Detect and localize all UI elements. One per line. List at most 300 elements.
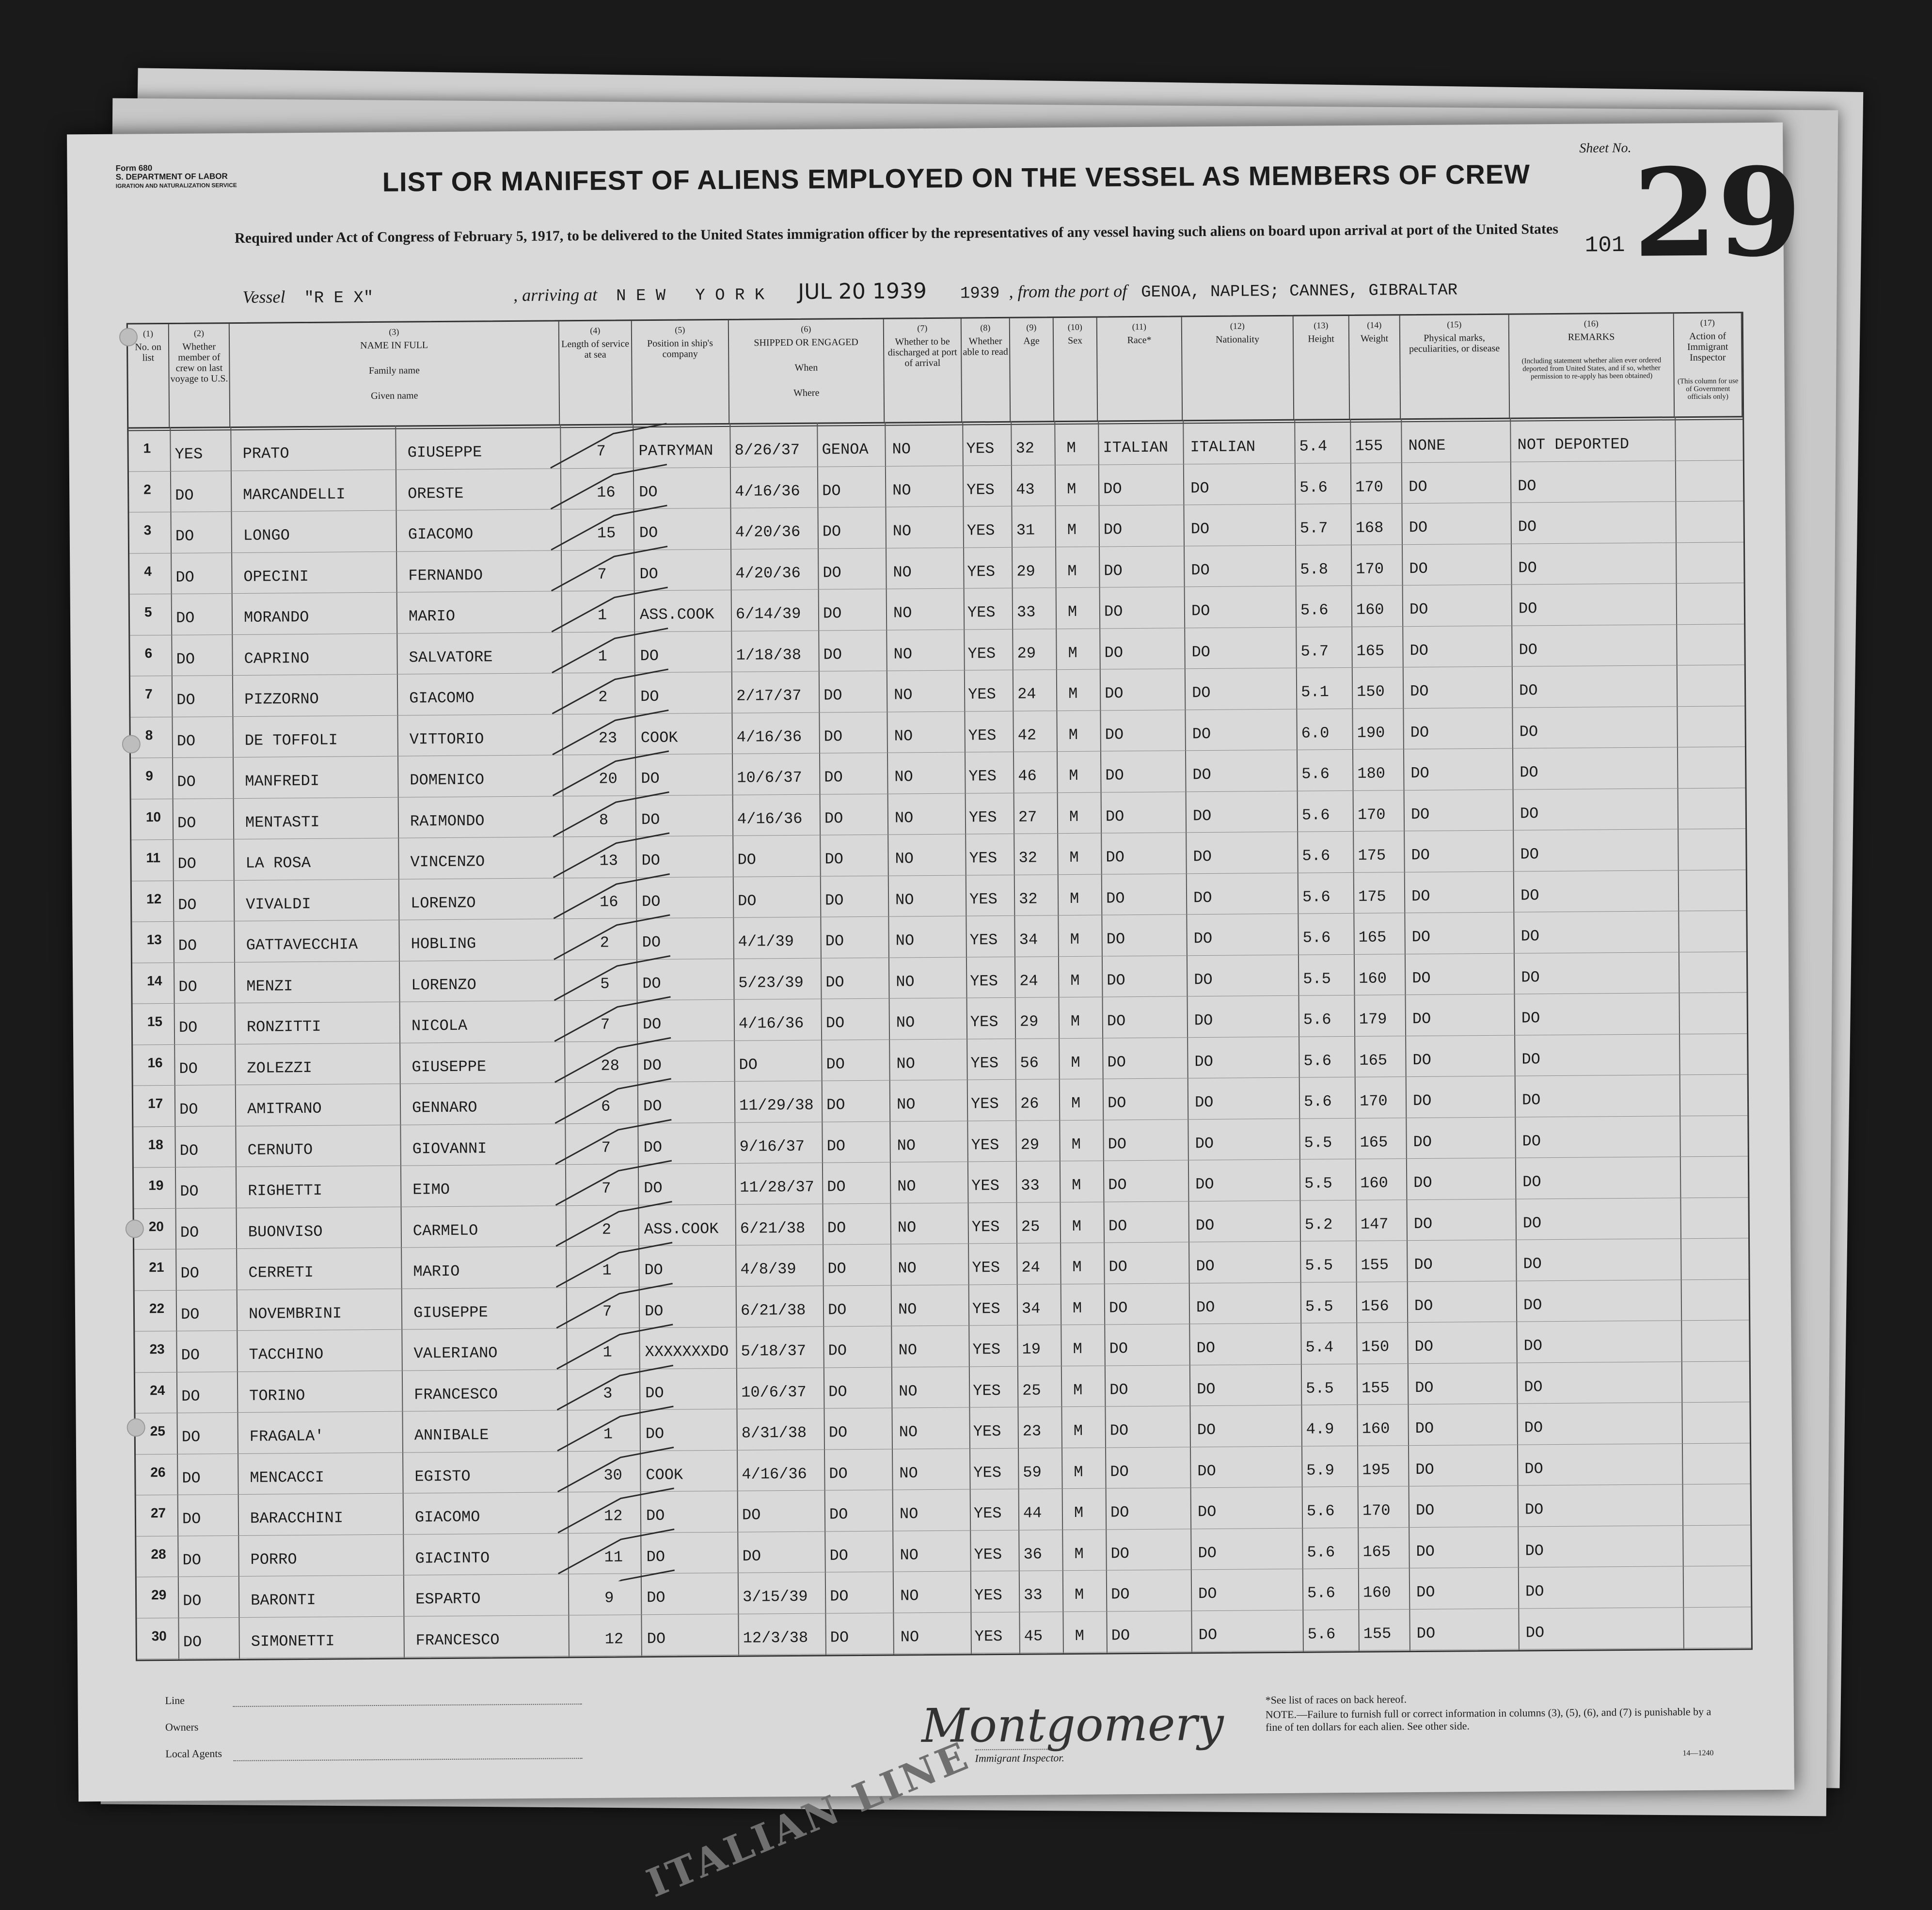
- table-cell: 4/1/39: [738, 932, 794, 951]
- table-cell: 12: [604, 1630, 624, 1648]
- table-cell: BUONVISO: [248, 1222, 323, 1241]
- table-cell: DO: [176, 650, 195, 668]
- table-cell: DO: [1414, 1255, 1433, 1274]
- pencil-stroke: [551, 546, 668, 591]
- table-cell: 5.2: [1304, 1215, 1333, 1234]
- table-cell: DO: [827, 1300, 847, 1319]
- table-cell: NOVEMBRINI: [248, 1304, 342, 1323]
- table-cell: DO: [1198, 1626, 1218, 1644]
- table-cell: DO: [175, 609, 195, 627]
- table-cell: VITTORIO: [409, 730, 484, 749]
- column-number: (9): [1026, 322, 1037, 332]
- column-label: No. on list: [135, 342, 161, 363]
- table-cell: DO: [737, 851, 757, 869]
- table-cell: DO: [822, 481, 841, 500]
- table-cell: 7: [601, 1138, 611, 1157]
- table-cell: DO: [1190, 520, 1210, 538]
- table-cell: ANNIBALE: [414, 1426, 489, 1445]
- column-header: [1509, 314, 1675, 417]
- table-cell: 5.5: [1305, 1297, 1333, 1316]
- table-cell: 5.5: [1305, 1256, 1333, 1275]
- table-cell: 179: [1359, 1010, 1387, 1028]
- pencil-stroke: [556, 1325, 673, 1369]
- table-cell: GENNARO: [412, 1098, 477, 1117]
- departure-ports: GENOA, NAPLES; CANNES, GIBRALTAR: [1141, 281, 1458, 302]
- table-cell: DO: [641, 770, 660, 788]
- table-cell: 5.6: [1307, 1625, 1336, 1643]
- column-number: (13): [1314, 320, 1329, 331]
- table-cell: DO: [829, 1505, 848, 1524]
- pencil-stroke: [557, 1447, 674, 1492]
- column-label: Sex: [1067, 335, 1083, 346]
- arrival-port: N E W Y O R K: [616, 286, 765, 306]
- table-cell: M: [1070, 971, 1080, 990]
- table-cell: ITALIAN: [1190, 438, 1256, 457]
- table-cell: 9: [604, 1589, 614, 1607]
- pencil-stroke: [551, 464, 667, 509]
- table-cell: 24: [1017, 685, 1036, 703]
- column-number: (11): [1132, 321, 1147, 332]
- table-cell: 32: [1018, 890, 1038, 908]
- table-cell: DO: [1192, 806, 1212, 825]
- table-cell: 170: [1355, 478, 1383, 496]
- column-header: [1400, 315, 1510, 419]
- table-cell: DO: [1412, 969, 1431, 987]
- table-cell: 5.4: [1299, 437, 1328, 456]
- table-cell: FERNANDO: [408, 566, 483, 585]
- table-cell: DO: [825, 932, 844, 950]
- table-cell: DO: [647, 1588, 665, 1607]
- table-cell: 1/18/38: [736, 646, 802, 664]
- races-note: *See list of races on back hereof.: [1265, 1693, 1407, 1706]
- table-cell: DO: [1198, 1544, 1217, 1562]
- table-cell: DO: [1109, 1380, 1128, 1399]
- table-cell: 9/16/37: [739, 1137, 805, 1156]
- table-cell: 4/8/39: [740, 1260, 796, 1279]
- column-label: (This column for use of Government officials only): [1677, 377, 1739, 401]
- pencil-stroke: [554, 874, 670, 918]
- table-cell: DO: [825, 973, 844, 992]
- table-cell: DO: [1518, 476, 1536, 495]
- row-number: 3: [143, 522, 152, 538]
- table-cell: DO: [1195, 1175, 1214, 1194]
- table-cell: DO: [1409, 641, 1429, 660]
- document-subtitle: Required under Act of Congress of February 5, 1917, to be delivered to the United States immigration officer by the representatives of any vessel having such aliens on board upon arrival at port of the United States: [234, 221, 1559, 246]
- from-port-label: , from the port of: [1009, 281, 1127, 301]
- table-cell: M: [1071, 1053, 1080, 1072]
- column-header: [1097, 317, 1183, 420]
- table-cell: 156: [1361, 1297, 1389, 1315]
- table-cell: 168: [1355, 519, 1384, 537]
- column-label: Action of Immigrant Inspector: [1687, 331, 1728, 363]
- arrival-date-stamp: JUL 20 1939: [798, 279, 927, 304]
- table-cell: DO: [180, 1182, 199, 1200]
- table-cell: DO: [1110, 1462, 1129, 1481]
- table-cell: NO: [899, 1505, 918, 1523]
- table-cell: M: [1073, 1381, 1083, 1399]
- table-cell: DO: [1521, 1091, 1541, 1109]
- table-cell: TORINO: [249, 1386, 305, 1405]
- arrival-year: 1939: [960, 284, 1000, 303]
- table-cell: DO: [737, 892, 757, 910]
- table-cell: YES: [969, 890, 998, 909]
- table-cell: NO: [896, 972, 915, 991]
- table-cell: YES: [974, 1627, 1003, 1646]
- table-cell: GIOVANNI: [412, 1139, 487, 1158]
- table-cell: DO: [640, 688, 659, 706]
- table-cell: 7: [602, 1302, 612, 1321]
- table-cell: DO: [1107, 1012, 1126, 1030]
- department-line: S. DEPARTMENT OF LABOR: [115, 172, 228, 182]
- table-cell: DO: [824, 850, 844, 868]
- table-cell: AMITRANO: [247, 1099, 322, 1118]
- table-cell: DO: [1521, 968, 1540, 987]
- table-cell: DO: [1195, 1134, 1214, 1152]
- table-cell: DO: [742, 1506, 761, 1524]
- table-cell: DOMENICO: [410, 771, 485, 789]
- column-number: (4): [590, 325, 601, 335]
- column-label: Age: [1023, 335, 1040, 347]
- table-cell: 1: [602, 1343, 612, 1361]
- table-cell: 5.5: [1306, 1379, 1334, 1398]
- table-cell: 2: [602, 1220, 612, 1239]
- table-cell: 33: [1023, 1586, 1043, 1604]
- pencil-stroke: [557, 1406, 674, 1451]
- table-cell: NICOLA: [411, 1016, 468, 1035]
- table-cell: NO: [892, 481, 911, 500]
- table-cell: 23: [598, 729, 618, 747]
- table-cell: GIACOMO: [409, 689, 475, 708]
- column-header: [1010, 318, 1054, 421]
- table-row: [133, 992, 1747, 1004]
- table-cell: 150: [1361, 1338, 1390, 1356]
- table-cell: M: [1069, 766, 1078, 785]
- table-cell: DO: [178, 978, 197, 996]
- table-cell: NO: [899, 1382, 918, 1401]
- table-cell: DO: [1409, 600, 1428, 619]
- table-cell: YES: [969, 931, 998, 949]
- row-number: 25: [150, 1423, 165, 1439]
- table-cell: 11/28/37: [740, 1178, 814, 1197]
- table-cell: DO: [1414, 1296, 1433, 1315]
- table-cell: XXXXXXXDO: [645, 1342, 729, 1361]
- table-cell: YES: [974, 1586, 1002, 1605]
- pencil-stroke: [552, 669, 669, 714]
- row-number: 24: [150, 1382, 165, 1398]
- table-cell: DO: [1416, 1624, 1436, 1642]
- table-cell: M: [1074, 1545, 1084, 1563]
- table-cell: DO: [1190, 479, 1209, 497]
- table-cell: DO: [1409, 518, 1428, 537]
- table-cell: YES: [967, 562, 996, 581]
- table-cell: 25: [1021, 1217, 1040, 1236]
- table-cell: M: [1075, 1626, 1085, 1645]
- table-cell: NO: [895, 890, 914, 909]
- table-cell: M: [1069, 848, 1079, 867]
- table-cell: 175: [1358, 846, 1386, 865]
- table-cell: YES: [970, 1013, 998, 1031]
- table-cell: 5: [600, 975, 610, 993]
- table-cell: MANFREDI: [245, 772, 320, 790]
- table-cell: DO: [183, 1592, 202, 1610]
- table-cell: 13: [599, 852, 618, 870]
- table-cell: 46: [1018, 767, 1037, 785]
- table-cell: 24: [1019, 972, 1038, 990]
- row-number: 4: [144, 563, 152, 579]
- inspector-signature: Montgomery: [921, 1696, 1224, 1753]
- table-row: [136, 1484, 1750, 1495]
- table-cell: DO: [180, 1264, 199, 1282]
- table-cell: DO: [742, 1547, 761, 1565]
- table-cell: NO: [896, 1095, 916, 1114]
- column-label: (Including statement whether alien ever ordered deported from United States, and if so, whether permission to re-apply has been obtained): [1521, 356, 1662, 381]
- table-cell: DO: [1194, 1093, 1214, 1112]
- table-cell: TACCHINO: [249, 1345, 324, 1364]
- table-cell: 5.6: [1299, 478, 1328, 497]
- table-cell: MARCANDELLI: [243, 485, 346, 504]
- table-cell: DO: [1520, 927, 1540, 946]
- table-row: [130, 624, 1744, 635]
- table-cell: DO: [830, 1628, 849, 1647]
- row-number: 23: [149, 1342, 165, 1357]
- table-cell: VALERIANO: [413, 1344, 498, 1363]
- table-cell: 12/3/38: [743, 1628, 808, 1647]
- table-cell: DO: [1413, 1133, 1432, 1151]
- table-cell: M: [1067, 480, 1077, 498]
- table-cell: 32: [1015, 439, 1035, 458]
- row-number: 15: [147, 1014, 163, 1029]
- table-cell: 36: [1023, 1545, 1043, 1563]
- table-cell: DO: [175, 486, 194, 505]
- table-cell: 45: [1024, 1627, 1043, 1645]
- table-row: [134, 1238, 1748, 1249]
- table-cell: GATTAVECCHIA: [246, 935, 358, 954]
- table-cell: M: [1068, 684, 1078, 703]
- table-cell: 4/16/36: [735, 482, 800, 501]
- table-cell: LORENZO: [410, 894, 476, 913]
- column-header: [884, 319, 962, 422]
- row-number: 27: [150, 1505, 166, 1521]
- table-cell: 23: [1022, 1422, 1042, 1440]
- table-cell: NO: [900, 1546, 919, 1564]
- table-cell: DO: [828, 1342, 847, 1360]
- pencil-stroke: [554, 956, 671, 1000]
- table-cell: DO: [1520, 886, 1539, 905]
- column-header: [1674, 313, 1742, 416]
- table-cell: DO: [181, 1428, 201, 1446]
- table-cell: M: [1067, 521, 1077, 539]
- pencil-stroke: [550, 424, 667, 468]
- table-cell: LONGO: [243, 526, 290, 545]
- table-cell: 25: [1022, 1381, 1041, 1400]
- table-cell: 5.7: [1300, 642, 1329, 661]
- table-cell: DO: [182, 1551, 202, 1569]
- table-cell: CERRETI: [248, 1263, 314, 1282]
- table-cell: RONZITTI: [246, 1017, 321, 1036]
- table-cell: 5.6: [1303, 1010, 1331, 1029]
- row-number: 20: [148, 1218, 164, 1234]
- table-cell: 44: [1023, 1504, 1042, 1522]
- column-number: (8): [980, 323, 991, 333]
- table-cell: YES: [966, 480, 995, 499]
- table-cell: 5.5: [1303, 969, 1331, 988]
- table-cell: DO: [1409, 682, 1429, 701]
- service-line: IGRATION AND NATURALIZATION SERVICE: [115, 181, 237, 189]
- table-cell: DO: [1107, 1094, 1126, 1112]
- table-cell: DO: [639, 483, 658, 501]
- table-cell: 5/23/39: [738, 973, 804, 992]
- table-cell: 16: [597, 483, 616, 502]
- table-cell: YES: [973, 1504, 1002, 1523]
- table-cell: 28: [601, 1057, 620, 1075]
- table-cell: DO: [1191, 643, 1211, 661]
- table-cell: YES: [973, 1381, 1001, 1400]
- table-cell: 4/16/36: [742, 1465, 807, 1484]
- table-cell: COOK: [640, 728, 678, 747]
- column-label: When: [794, 362, 818, 373]
- table-cell: M: [1072, 1217, 1082, 1235]
- table-cell: 5.1: [1301, 683, 1329, 701]
- table-cell: 24: [1021, 1258, 1040, 1277]
- table-cell: M: [1071, 1135, 1081, 1153]
- row-number: 10: [145, 809, 161, 824]
- table-cell: 6/21/38: [740, 1301, 806, 1320]
- table-cell: DO: [1110, 1544, 1130, 1563]
- table-cell: DO: [181, 1387, 200, 1405]
- table-cell: DO: [1197, 1421, 1216, 1439]
- table-cell: DO: [1108, 1135, 1127, 1153]
- table-cell: 33: [1016, 603, 1036, 621]
- table-cell: ASS.COOK: [644, 1219, 719, 1238]
- table-cell: LORENZO: [411, 976, 476, 994]
- pencil-stroke: [557, 1365, 674, 1410]
- table-cell: DO: [828, 1423, 848, 1442]
- table-cell: DO: [1522, 1173, 1541, 1191]
- table-cell: FRANCESCO: [414, 1385, 498, 1404]
- table-cell: 11/29/38: [739, 1096, 814, 1115]
- table-cell: NO: [895, 931, 915, 950]
- table-cell: YES: [968, 685, 996, 704]
- table-cell: 2/17/37: [736, 686, 802, 705]
- table-cell: DO: [1524, 1377, 1543, 1396]
- table-cell: DO: [823, 727, 843, 746]
- table-cell: DO: [1411, 887, 1430, 905]
- table-row: [137, 1607, 1751, 1618]
- table-cell: DO: [1193, 888, 1212, 907]
- table-row: [130, 583, 1744, 594]
- inspector-label: Immigrant Inspector.: [975, 1749, 1064, 1765]
- table-cell: DO: [1410, 805, 1430, 823]
- penalty-note: NOTE.—Failure to furnish full or correct information in columns (3), (5), (6), and (7) is punishable by a fine of ten dollars for each alien. See other side.: [1265, 1705, 1711, 1734]
- table-cell: DO: [180, 1223, 199, 1242]
- table-cell: MENZI: [246, 977, 293, 995]
- sheet-number-label: Sheet No.: [1579, 140, 1631, 156]
- table-cell: FRANCESCO: [415, 1630, 500, 1650]
- table-cell: 5.7: [1299, 519, 1328, 537]
- table-cell: 155: [1355, 437, 1383, 455]
- column-label: Whether member of crew on last voyage to U.S.: [170, 341, 228, 384]
- table-cell: ZOLEZZI: [247, 1058, 313, 1077]
- table-cell: M: [1068, 644, 1077, 662]
- form-code: 14—1240: [1682, 1749, 1714, 1758]
- table-cell: M: [1069, 807, 1079, 826]
- table-cell: 6.0: [1301, 724, 1330, 742]
- row-number: 16: [147, 1055, 163, 1070]
- row-number: 6: [144, 645, 153, 661]
- table-cell: DO: [1415, 1460, 1434, 1479]
- table-cell: VIVALDI: [246, 895, 311, 914]
- table-cell: 7: [602, 1179, 611, 1198]
- table-cell: GIACOMO: [414, 1508, 480, 1527]
- pencil-stroke: [555, 1161, 672, 1205]
- table-cell: DO: [1410, 723, 1429, 742]
- table-cell: RAIMONDO: [410, 812, 485, 831]
- table-cell: 1: [602, 1261, 612, 1279]
- column-header: [1054, 318, 1098, 421]
- table-cell: YES: [968, 726, 997, 745]
- column-number: (10): [1067, 322, 1082, 332]
- table-cell: DO: [177, 854, 197, 873]
- table-cell: 31: [1016, 521, 1035, 539]
- table-row: [137, 1565, 1751, 1577]
- table-cell: DO: [829, 1464, 848, 1483]
- row-number: 19: [148, 1178, 164, 1193]
- table-cell: 6/21/38: [740, 1219, 806, 1238]
- table-cell: M: [1072, 1258, 1082, 1277]
- manifest-sheet: [67, 123, 1803, 1906]
- table-cell: NO: [896, 1013, 915, 1032]
- table-cell: MARIO: [408, 607, 456, 626]
- table-cell: 30: [603, 1466, 622, 1484]
- table-cell: DO: [1103, 479, 1122, 498]
- column-label: Family name: [368, 365, 420, 377]
- table-cell: 160: [1362, 1420, 1390, 1438]
- table-cell: 11: [604, 1548, 623, 1566]
- table-cell: 170: [1362, 1501, 1391, 1520]
- table-cell: DO: [829, 1546, 849, 1565]
- table-cell: 29: [1016, 562, 1035, 581]
- table-cell: 155: [1362, 1379, 1390, 1397]
- table-row: [135, 1279, 1749, 1291]
- table-cell: M: [1074, 1585, 1084, 1604]
- table-cell: 165: [1358, 928, 1387, 947]
- column-label: Where: [793, 387, 820, 398]
- table-cell: 1: [603, 1425, 613, 1443]
- table-cell: 3/15/39: [743, 1587, 808, 1606]
- table-cell: NO: [897, 1177, 916, 1196]
- table-cell: DO: [827, 1260, 846, 1278]
- column-header: [962, 318, 1011, 422]
- table-cell: DO: [1105, 766, 1124, 785]
- column-header: [1294, 316, 1350, 419]
- table-cell: DO: [1107, 971, 1125, 990]
- table-cell: DO: [1105, 684, 1124, 703]
- table-cell: 5.6: [1301, 765, 1330, 783]
- row-number: 22: [149, 1300, 165, 1316]
- table-cell: 4/20/36: [735, 564, 801, 583]
- table-cell: DO: [826, 1055, 845, 1073]
- table-row: [134, 1156, 1748, 1168]
- table-cell: NO: [894, 768, 913, 786]
- pencil-stroke: [552, 710, 669, 755]
- table-row: [136, 1443, 1750, 1454]
- column-header: [1182, 316, 1294, 420]
- table-row: [129, 542, 1743, 553]
- table-cell: 16: [599, 893, 618, 911]
- table-cell: 26: [1020, 1094, 1039, 1113]
- table-cell: DO: [178, 896, 197, 914]
- table-cell: DO: [822, 522, 841, 541]
